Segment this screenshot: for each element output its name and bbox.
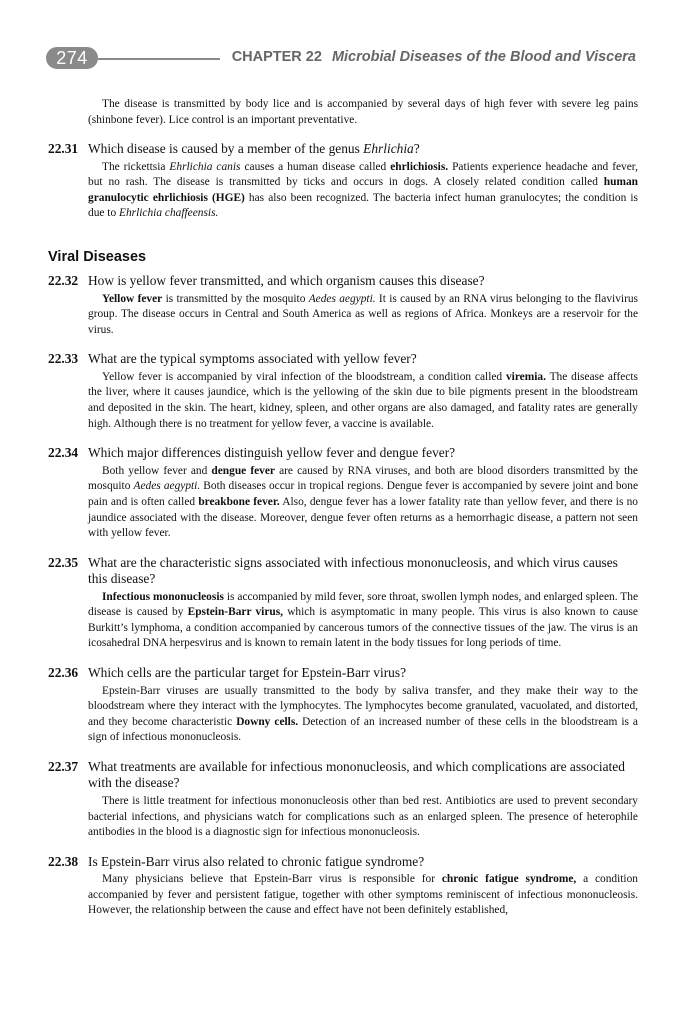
question-text: 22.33 What are the typical symptoms associated with yellow fever? [48, 351, 417, 367]
question-22-36 [48, 665, 638, 746]
answer-text: Epstein-Barr viruses are usually transmitted to the body by saliva transfer, and they make their way to the bloodstream where they interact with the lymphocytes. The lymphocytes become granulated, vacuolated, and distorted, and they become characteristic Downy cells. Detection of an increased number of these cells in the bloodstream is a sign of infectious mononucleosis. [88, 684, 638, 744]
answer-text: Both yellow fever and dengue fever are caused by RNA viruses, and both are blood disorders transmitted by the mosquito Aedes aegypti. Both diseases occur in tropical regions. Dengue fever is accompanied by severe joint and bone pain and is often called breakbone fever. Also, dengue fever has a lower fatality rate than yellow fever, and there is no jaundice associated with the disease. Moreover, dengue fever often returns as a hemorrhagic disease, a pattern not seen with yellow fever. [88, 464, 639, 540]
answer-text: The rickettsia Ehrlichia canis causes a human disease called ehrlichiosis. Patients experience headache and fever, but no rash. The disease is transmitted by ticks and occurs in dogs. A closely related condition called human granulocytic ehrlichiosis (HGE) has also been recognized. The bacteria infect human granulocytes; the condition is due to Ehrlichia chaffeensis. [88, 160, 638, 220]
question-22-38 [48, 854, 638, 919]
question-number: 22.38 [48, 853, 79, 869]
question-text: 22.31 Which disease is caused by a member of the genus Ehrlichia? [48, 141, 420, 157]
question-number: 22.35 [48, 554, 79, 570]
question-text: 22.34 Which major differences distinguish yellow fever and dengue fever? [48, 445, 456, 461]
page-number: 274 [46, 47, 98, 69]
section-heading: Viral Diseases [48, 249, 147, 266]
answer-text: Yellow fever is transmitted by the mosquito Aedes aegypti. It is caused by an RNA virus belonging to the flavivirus group. The disease occurs in Central and South America as well as regions of Africa. Monkeys are a reservoir for the virus. [88, 292, 638, 336]
question-text: 22.38 Is Epstein-Barr virus also related to chronic fatigue syndrome? [48, 853, 425, 869]
question-text: 22.37 What treatments are available for infectious mononucleosis, and which complications are associated with the disease? [48, 758, 625, 791]
question-number: 22.32 [48, 273, 79, 289]
page-body [48, 95, 638, 932]
question-text: 22.35 What are the characteristic signs associated with infectious mononucleosis, and which virus causes this disease? [48, 554, 618, 587]
chapter-label: CHAPTER 22 [231, 49, 322, 65]
question-22-31 [48, 141, 638, 222]
question-number: 22.37 [48, 758, 79, 774]
chapter-subject: Microbial Diseases of the Blood and Viscera [331, 49, 636, 65]
question-number: 22.36 [48, 665, 79, 681]
question-text: 22.32 How is yellow fever transmitted, and which organism causes this disease? [48, 273, 485, 289]
question-22-33 [48, 351, 638, 432]
answer-text: There is little treatment for infectious mononucleosis other than bed rest. Antibiotics are used to prevent secondary bacterial infections, and physicians watch for complications such as an enlarged spleen. The presence of heterophile antibodies in the blood is a diagnostic sign for infectious mononucleosis. [88, 794, 638, 839]
question-text: 22.36 Which cells are the particular target for Epstein-Barr virus? [48, 665, 407, 681]
question-number: 22.33 [48, 351, 79, 367]
header-rule [98, 58, 220, 60]
answer-text: Many physicians believe that Epstein-Barr virus is responsible for chronic fatigue syndrome, a condition accompanied by fever and persistent fatigue, together with other symptoms reminiscent of infectious mononucleosis. However, the relationship between the cause and effect have not been definitely established, [88, 873, 638, 917]
page-header [46, 46, 646, 72]
chapter-title [232, 49, 636, 65]
question-22-37 [48, 759, 638, 841]
intro-text: The disease is transmitted by body lice and is accompanied by several days of high fever with severe leg pains (shinbone fever). Lice control is an important preventative. [88, 98, 638, 126]
question-22-34 [48, 445, 638, 541]
question-number: 22.34 [48, 445, 79, 461]
question-22-35 [48, 555, 638, 652]
intro-paragraph [48, 97, 638, 128]
answer-text: Yellow fever is accompanied by viral infection of the bloodstream, a condition called viremia. The disease affects the liver, where it causes jaundice, which is the yellowing of the skin due to bile pigments present in the bloodstream and deposited in the skin. The heart, kidney, spleen, and other organs are also damaged, and fatality rates are generally high. Although there is no treatment for yellow fever, a vaccine is available. [88, 370, 638, 430]
question-22-32 [48, 273, 638, 338]
answer-text: Infectious mononucleosis is accompanied by mild fever, sore throat, swollen lymph nodes, and enlarged spleen. The disease is caused by Epstein-Barr virus, which is asymptomatic in many people. This virus is also known to cause Burkitt’s lymphoma, a condition accompanied by cancerous tumors of the connective tissues of the jaw. The virus is an icosahedral DNA herpesvirus and is known to remain latent in the body tissues for long periods of time. [88, 590, 639, 650]
question-number: 22.31 [48, 141, 79, 157]
